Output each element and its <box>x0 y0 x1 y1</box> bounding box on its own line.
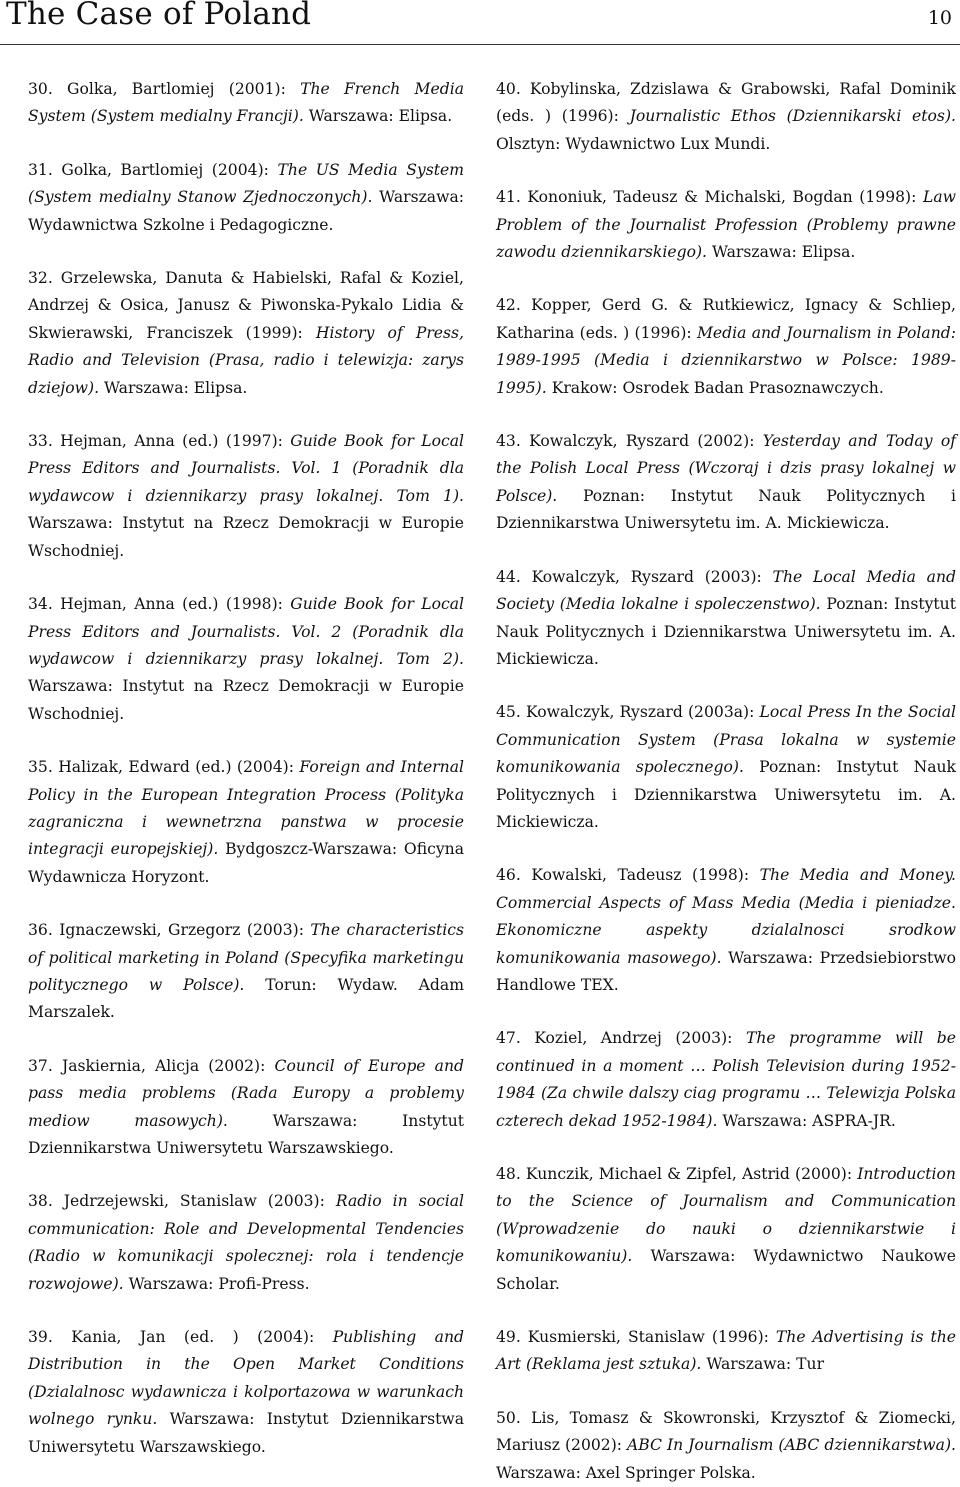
reference-title: History of Press, Radio and Television (Prasa, radio i telewizja: zarys dziejow). <box>28 323 464 397</box>
reference-item <box>28 428 464 565</box>
reference-item <box>28 1188 464 1298</box>
reference-text <box>496 1161 956 1298</box>
reference-number-inline: 30. <box>28 80 53 98</box>
reference-publisher: Warszawa: Tur <box>701 1355 825 1374</box>
reference-publisher: Bydgoszcz-Warszawa: Oficyna Wydawnicza Horyzont. <box>28 840 464 886</box>
reference-publisher: Warszawa: Przedsiebiorstwo Handlowe TEX. <box>496 948 956 994</box>
reference-number-inline: 49. <box>496 1328 521 1347</box>
reference-publisher: Olsztyn: Wydawnictwo Lux Mundi. <box>496 134 771 153</box>
reference-publisher: Warszawa: Elipsa. <box>707 243 856 262</box>
reference-title: The US Media System (System medialny Stanow Zjednoczonych). <box>28 160 464 207</box>
reference-item <box>28 265 464 402</box>
reference-authors: Kowalczyk, Ryszard (2003a): <box>525 703 760 722</box>
reference-text <box>28 76 464 131</box>
reference-authors: Hejman, Anna (ed.) (1998): <box>60 595 291 614</box>
reference-text <box>28 917 464 1027</box>
reference-item <box>496 564 956 674</box>
reference-title: Guide Book for Local Press Editors and Journalists. Vol. 1 (Poradnik dla wydawcow i dziennikarzy prasy lokalnej. Tom 1). <box>28 432 464 505</box>
reference-publisher: Poznan: Instytut Nauk Politycznych i Dziennikarstwa Uniwersytetu im. A. Mickiewicza. <box>496 595 956 668</box>
reference-number-inline: 40. <box>496 80 521 98</box>
reference-item <box>28 591 464 728</box>
reference-title: The French Media System (System medialny Francji). <box>28 80 464 126</box>
reference-authors: Halizak, Edward (ed.) (2004): <box>58 758 300 777</box>
reference-text <box>28 1053 464 1163</box>
reference-text <box>496 564 956 674</box>
reference-number-inline: 48. <box>496 1165 521 1183</box>
reference-publisher: Warszawa: Instytut Dziennikarstwa Uniwersytetu Warszawskiego. <box>28 1410 465 1456</box>
reference-title: Media and Journalism in Poland: 1989-1995 (Media i dziennikarstwo w Polsce: 1989-1995). <box>496 323 956 397</box>
reference-text <box>496 184 956 266</box>
reference-item <box>496 184 956 266</box>
reference-item <box>28 754 464 891</box>
reference-item <box>496 428 956 538</box>
reference-text <box>28 157 464 239</box>
reference-authors: Kania, Jan (ed. ) (2004): <box>71 1328 333 1347</box>
reference-number-inline: 38. <box>28 1192 53 1211</box>
reference-item <box>496 76 956 158</box>
reference-number-inline: 36. <box>28 921 53 940</box>
reference-item <box>28 76 464 131</box>
reference-item <box>496 1025 956 1135</box>
reference-item <box>496 1324 956 1379</box>
reference-number-inline: 32. <box>28 269 53 288</box>
reference-publisher: Poznan: Instytut Nauk Politycznych i Dziennikarstwa Uniwersytetu im. A. Mickiewicza. <box>496 486 956 533</box>
reference-authors: Kowalczyk, Ryszard (2002): <box>529 432 763 451</box>
reference-publisher: Poznan: Instytut Nauk Politycznych i Dziennikarstwa Uniwersytetu im. A. Mickiewicza. <box>496 758 957 831</box>
reference-text <box>496 428 956 538</box>
reference-text <box>496 1405 956 1487</box>
reference-authors: Kunczik, Michael & Zipfel, Astrid (2000): <box>525 1165 858 1183</box>
reference-text <box>496 699 956 836</box>
reference-title: The Advertising is the Art (Reklama jest sztuka). <box>496 1328 957 1374</box>
reference-title: Radio in social communication: Role and Developmental Tendencies (Radio w komunikacji spolecznej: rola i tendencje rozwojowe). <box>28 1192 464 1293</box>
page-header <box>0 0 960 44</box>
reference-text <box>496 76 956 158</box>
reference-number-inline: 44. <box>496 567 521 586</box>
reference-authors: Jedrzejewski, Stanislaw (2003): <box>63 1192 336 1211</box>
reference-number-inline: 33. <box>28 432 53 451</box>
reference-authors: Golka, Bartlomiej (2001): <box>67 80 301 98</box>
reference-number-inline: 45. <box>496 703 521 722</box>
reference-title: The programme will be continued in a moment … Polish Television during 1952-1984 (Za chwile dalszy ciag programu … Telewizja Polska czterech dekad 1952-1984). <box>496 1029 956 1130</box>
reference-authors: Ignaczewski, Grzegorz (2003): <box>59 921 311 940</box>
reference-number-inline: 37. <box>28 1056 53 1075</box>
reference-authors: Grzelewska, Danuta & Habielski, Rafal & Koziel, Andrzej & Osica, Janusz & Piwonska-Pykalo Lidia & Skwierawski, Franciszek (1999): <box>28 269 464 342</box>
reference-number-inline: 43. <box>496 432 521 451</box>
reference-item <box>496 1161 956 1298</box>
header-rule <box>0 44 960 45</box>
reference-authors: Kusmierski, Stanislaw (1996): <box>527 1328 776 1347</box>
reference-title: The Media and Money. Commercial Aspects of Mass Media (Media i pieniadze. Ekonomiczne aspekty dzialalnosci srodkow komunikowania masowego). <box>496 866 956 967</box>
reference-text <box>28 1188 464 1298</box>
reference-item <box>28 1053 464 1163</box>
reference-authors: Kobylinska, Zdzislawa & Grabowski, Rafal Dominik (eds. ) (1996): <box>496 80 956 126</box>
reference-number-inline: 46. <box>496 866 521 885</box>
reference-title: Journalistic Ethos (Dziennikarski etos). <box>629 107 956 126</box>
reference-item <box>28 917 464 1027</box>
reference-number-inline: 42. <box>496 296 521 315</box>
reference-publisher: Torun: Wydaw. Adam Marszalek. <box>28 975 464 1022</box>
reference-title: The Local Media and Society (Media lokalne i spoleczenstwo). <box>496 567 956 614</box>
reference-number-inline: 34. <box>28 595 53 614</box>
reference-title: Yesterday and Today of the Polish Local Press (Wczoraj i dzis prasy lokalnej w Polsce). <box>496 432 956 505</box>
reference-title: Local Press In the Social Communication System (Prasa lokalna w systemie komunikowania spolecznego). <box>496 703 956 777</box>
reference-text <box>496 1025 956 1135</box>
page-number: 10 <box>927 7 952 29</box>
reference-authors: Kowalski, Tadeusz (1998): <box>531 866 760 885</box>
reference-publisher: Warszawa: Instytut na Rzecz Demokracji w Europie Wschodniej. <box>28 514 464 560</box>
reference-item <box>496 1405 956 1487</box>
reference-text <box>28 591 464 728</box>
reference-authors: Koziel, Andrzej (2003): <box>534 1029 746 1048</box>
reference-title: Guide Book for Local Press Editors and Journalists. Vol. 2 (Poradnik dla wydawcow i dziennikarzy prasy lokalnej. Tom 2). <box>28 595 464 668</box>
reference-text <box>496 862 956 999</box>
reference-item <box>496 862 956 999</box>
reference-authors: Lis, Tomasz & Skowronski, Krzysztof & Ziomecki, Mariusz (2002): <box>496 1408 956 1455</box>
reference-publisher: Warszawa: Elipsa. <box>99 378 248 397</box>
reference-number-inline: 31. <box>28 160 53 179</box>
right-column <box>496 76 956 1487</box>
reference-authors: Hejman, Anna (ed.) (1997): <box>60 432 291 451</box>
reference-text <box>28 428 464 565</box>
reference-text <box>28 754 464 891</box>
reference-title: ABC In Journalism (ABC dziennikarstwa). <box>627 1436 956 1455</box>
left-column <box>28 76 464 1461</box>
reference-authors: Kononiuk, Tadeusz & Michalski, Bogdan (1998): <box>527 188 923 207</box>
reference-title: The characteristics of political marketing in Poland (Specyfika marketingu politycznego w Polsce). <box>28 921 464 994</box>
reference-text <box>496 1324 956 1379</box>
reference-item <box>28 1324 464 1461</box>
reference-publisher: Warszawa: Axel Springer Polska. <box>496 1463 756 1482</box>
reference-number-inline: 35. <box>28 758 53 777</box>
reference-title: Foreign and Internal Policy in the European Integration Process (Polityka zagraniczna i wewnetrzna panstwa w procesie integracji europejskiej). <box>28 758 464 859</box>
reference-title: Council of Europe and pass media problems (Rada Europy a problemy mediow masowych). <box>28 1056 464 1130</box>
reference-publisher: Warszawa: Wydawnictwo Naukowe Scholar. <box>496 1247 956 1293</box>
running-title: The Case of Poland <box>6 0 312 32</box>
reference-title: Publishing and Distribution in the Open Market Conditions (Dzialalnosc wydawnicza i kolportazowa w warunkach wolnego rynku. <box>28 1328 464 1429</box>
reference-authors: Kowalczyk, Ryszard (2003): <box>531 567 773 586</box>
reference-authors: Golka, Bartlomiej (2004): <box>61 160 278 179</box>
reference-number-inline: 50. <box>496 1408 521 1427</box>
reference-publisher: Warszawa: Instytut na Rzecz Demokracji w Europie Wschodniej. <box>28 677 464 723</box>
reference-item <box>496 699 956 836</box>
reference-publisher: Warszawa: Instytut Dziennikarstwa Uniwersytetu Warszawskiego. <box>28 1111 464 1157</box>
reference-item <box>496 292 956 402</box>
reference-text <box>28 1324 464 1461</box>
reference-publisher: Warszawa: ASPRA-JR. <box>717 1111 896 1130</box>
reference-publisher: Krakow: Osrodek Badan Prasoznawczych. <box>546 378 884 397</box>
reference-publisher: Warszawa: Profi-Press. <box>123 1274 310 1293</box>
reference-title: Introduction to the Science of Journalism and Communication (Wprowadzenie do nauki o dziennikarstwie i komunikowaniu). <box>496 1165 956 1266</box>
reference-number-inline: 41. <box>496 188 521 207</box>
reference-item <box>28 157 464 239</box>
reference-authors: Jaskiernia, Alicja (2002): <box>61 1056 275 1075</box>
reference-number-inline: 47. <box>496 1029 521 1048</box>
reference-authors: Kopper, Gerd G. & Rutkiewicz, Ignacy & Schliep, Katharina (eds. ) (1996): <box>496 296 956 342</box>
reference-text <box>28 265 464 402</box>
reference-publisher: Warszawa: Elipsa. <box>303 107 453 126</box>
reference-title: Law Problem of the Journalist Profession (Problemy prawne zawodu dziennikarskiego). <box>496 188 956 262</box>
reference-publisher: Warszawa: Wydawnictwa Szkolne i Pedagogiczne. <box>28 188 464 234</box>
reference-number-inline: 39. <box>28 1328 53 1347</box>
reference-text <box>496 292 956 402</box>
